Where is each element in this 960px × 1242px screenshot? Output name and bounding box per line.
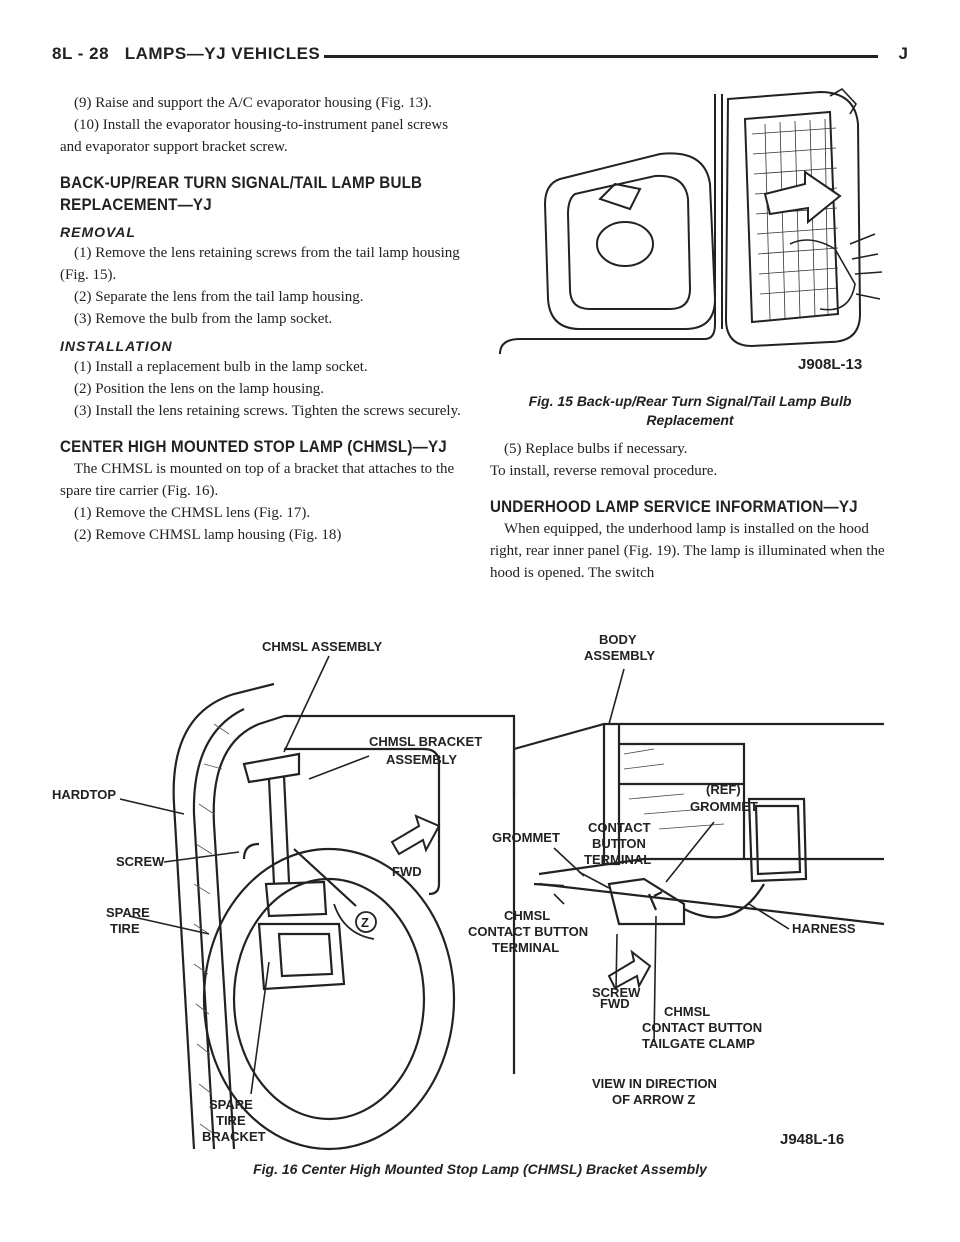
label-ref-grommet: (REF): [706, 782, 741, 797]
section-heading: CENTER HIGH MOUNTED STOP LAMP (CHMSL)—YJ: [60, 438, 447, 456]
left-view-drawing: [174, 684, 514, 1149]
lens-grid: [752, 119, 838, 320]
label-chmsl-contact-button-terminal: CONTACT BUTTON: [468, 924, 589, 939]
step: (2) Remove CHMSL lamp housing (Fig. 18): [74, 527, 342, 543]
label-tailgate-clamp: CONTACT BUTTON: [642, 1020, 763, 1035]
label-chmsl-bracket: CHMSL BRACKET: [369, 734, 483, 749]
label-harness: HARNESS: [792, 921, 856, 936]
step: (1) Install a replacement bulb in the lamp socket.: [74, 359, 368, 375]
right-view-drawing: [514, 724, 884, 924]
section-title: LAMPS—YJ VEHICLES: [124, 44, 321, 63]
figure-16: [44, 604, 884, 1158]
section-heading: BACK-UP/REAR TURN SIGNAL/TAIL LAMP BULB REPLACEMENT—YJ: [60, 174, 423, 214]
label-body-assembly: BODY: [599, 632, 637, 647]
label-spare-tire-bracket: TIRE: [216, 1113, 246, 1128]
step: (3) Remove the bulb from the lamp socket.: [74, 311, 333, 327]
fwd-arrow-icon: [609, 952, 650, 988]
figure-code: J908L-13: [798, 356, 863, 373]
page-number: 8L - 28: [52, 44, 110, 63]
label-view-direction: VIEW IN DIRECTION: [592, 1076, 717, 1091]
label-tailgate-clamp: TAILGATE CLAMP: [642, 1036, 755, 1051]
step: (5) Replace bulbs if necessary.: [504, 441, 688, 457]
label-chmsl-contact-button-terminal: TERMINAL: [492, 940, 560, 955]
figure-15: [490, 84, 890, 384]
tail-lamp-illustration: [490, 84, 890, 384]
label-spare-tire-bracket: BRACKET: [202, 1129, 266, 1144]
page-header: [52, 44, 908, 78]
paragraph: (9) Raise and support the A/C evaporator housing (Fig. 13).: [74, 95, 432, 111]
step: (1) Remove the CHMSL lens (Fig. 17).: [74, 505, 311, 521]
section-heading: UNDERHOOD LAMP SERVICE INFORMATION—YJ: [490, 498, 858, 516]
label-body-assembly: ASSEMBLY: [584, 648, 656, 663]
subsection-heading: REMOVAL: [60, 224, 136, 240]
paragraph: To install, reverse removal procedure.: [490, 463, 718, 479]
label-spare-tire: SPARE: [106, 905, 150, 920]
label-chmsl-assembly: CHMSL ASSEMBLY: [262, 639, 383, 654]
fwd-arrow-icon: [392, 816, 439, 854]
left-column: [60, 92, 464, 546]
label-spare-tire: TIRE: [110, 921, 140, 936]
page-header-title: [52, 44, 320, 64]
label-chmsl-contact-button-terminal: CHMSL: [504, 908, 551, 923]
figure-15-caption: Fig. 15 Back-up/Rear Turn Signal/Tail Lamp Bulb Replacement: [528, 393, 852, 428]
label-fwd: FWD: [600, 996, 630, 1011]
z-label: Z: [361, 915, 369, 930]
step: (3) Install the lens retaining screws. Tighten the screws securely.: [74, 403, 461, 419]
paragraph: (10) Install the evaporator housing-to-instrument panel screws and evaporator support bracket screw.: [60, 117, 449, 155]
label-hardtop: HARDTOP: [52, 787, 117, 802]
right-column: [490, 84, 890, 584]
step: (2) Separate the lens from the tail lamp housing.: [74, 289, 364, 305]
paragraph: The CHMSL is mounted on top of a bracket that attaches to the spare tire carrier (Fig. 16).: [60, 461, 455, 499]
label-fwd: FWD: [392, 864, 422, 879]
label-screw: SCREW: [116, 854, 165, 869]
paragraph: When equipped, the underhood lamp is installed on the hood right, rear inner panel (Fig. 19). The lamp is illuminated when the hood is opened. The switch: [490, 521, 885, 581]
label-contact-button-terminal: CONTACT: [588, 820, 651, 835]
label-view-direction: OF ARROW Z: [612, 1092, 696, 1107]
step: (1) Remove the lens retaining screws from the tail lamp housing (Fig. 15).: [60, 245, 460, 283]
body-shading: [194, 724, 229, 1134]
label-screw: SCREW: [592, 985, 641, 1000]
section-tab: J: [898, 44, 908, 63]
step: (2) Position the lens on the lamp housing.: [74, 381, 324, 397]
label-grommet: GROMMET: [492, 830, 560, 845]
label-contact-button-terminal: TERMINAL: [584, 852, 652, 867]
label-spare-tire-bracket: SPARE: [209, 1097, 253, 1112]
arrow-icon: [765, 172, 840, 222]
label-contact-button-terminal: BUTTON: [592, 836, 646, 851]
subsection-heading: INSTALLATION: [60, 338, 173, 354]
label-ref-grommet: GROMMET: [690, 799, 758, 814]
label-chmsl-bracket: ASSEMBLY: [386, 752, 458, 767]
header-rule: [324, 55, 878, 58]
figure-16-caption: Fig. 16 Center High Mounted Stop Lamp (CHMSL) Bracket Assembly: [253, 1161, 707, 1177]
label-tailgate-clamp: CHMSL: [664, 1004, 711, 1019]
figure-code: J948L-16: [780, 1131, 845, 1148]
